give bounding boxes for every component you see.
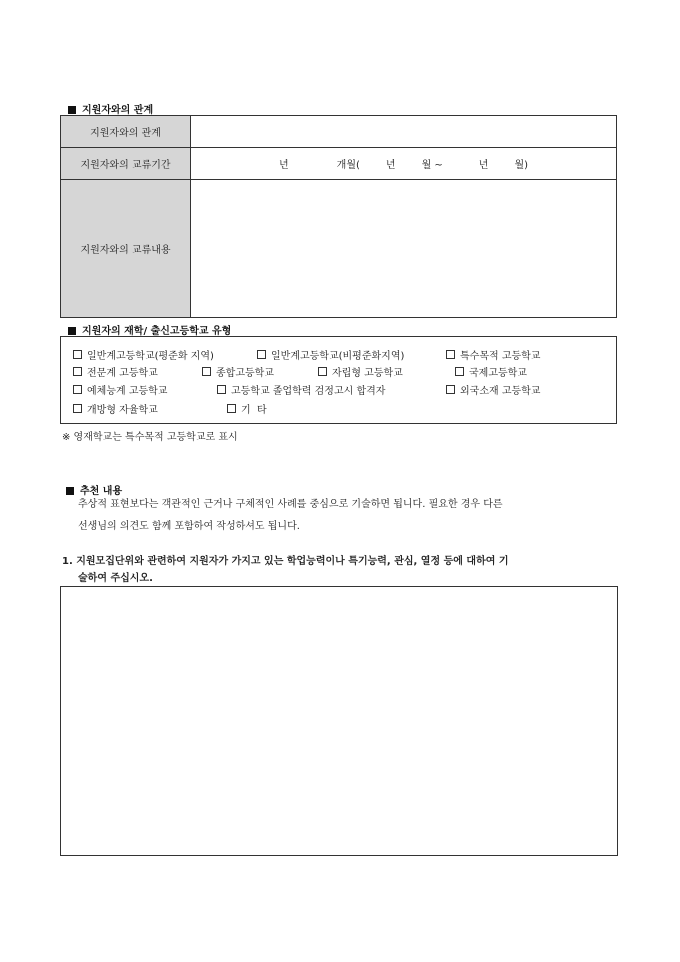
checkbox-icon[interactable]	[73, 350, 82, 359]
school-type-option[interactable]	[446, 382, 540, 397]
square-bullet-icon	[68, 327, 76, 335]
school-type-option[interactable]	[73, 364, 158, 379]
period-years-unit: 년	[278, 160, 289, 171]
question-1-line: 1. 지원모집단위와 관련하여 지원자가 가지고 있는 학업능력이나 특기능력, 관심, 열정 등에 대하여 기	[62, 556, 509, 567]
checkbox-icon[interactable]	[318, 367, 327, 376]
period-gap	[293, 156, 333, 171]
option-label: 일반계고등학교(평준화 지역)	[87, 351, 214, 362]
question-1	[62, 553, 612, 587]
checkbox-icon[interactable]	[73, 385, 82, 394]
option-label: 예체능계 고등학교	[87, 386, 168, 397]
option-label: 국제고등학교	[469, 368, 527, 379]
school-type-option[interactable]	[202, 364, 274, 379]
square-bullet-icon	[68, 106, 76, 114]
option-label: 고등학교 졸업학력 검정고시 합격자	[231, 386, 386, 397]
option-label: 자립형 고등학교	[332, 368, 403, 379]
option-label: 개방형 자율학교	[87, 405, 158, 416]
recommendation-title-text: 추천 내용	[80, 486, 123, 497]
school-type-option[interactable]	[217, 382, 385, 397]
checkbox-icon[interactable]	[227, 404, 236, 413]
school-type-option[interactable]	[318, 364, 403, 379]
period-end-year-unit: 년	[478, 160, 489, 171]
checkbox-icon[interactable]	[73, 367, 82, 376]
period-gap	[447, 156, 475, 171]
school-type-option[interactable]	[73, 401, 158, 416]
exchange-content-label: 지원자와의 교류내용	[61, 180, 191, 318]
table-row	[61, 180, 617, 318]
exchange-content-cell[interactable]	[191, 180, 617, 318]
period-start-year-unit: 년	[385, 160, 396, 171]
checkbox-icon[interactable]	[455, 367, 464, 376]
school-type-note: ※ 영재학교는 특수목적 고등학교로 표시	[62, 432, 238, 443]
square-bullet-icon	[66, 487, 74, 495]
description-line: 선생님의 의견도 함께 포함하여 작성하셔도 됩니다.	[78, 521, 300, 532]
school-type-option[interactable]	[73, 382, 167, 397]
relationship-section-title	[68, 101, 153, 116]
period-label: 지원자와의 교류기간	[61, 148, 191, 180]
checkbox-icon[interactable]	[446, 350, 455, 359]
school-type-option[interactable]	[257, 347, 404, 362]
option-label: 외국소재 고등학교	[460, 386, 541, 397]
checkbox-icon[interactable]	[202, 367, 211, 376]
question-1-answer-box[interactable]	[60, 586, 618, 856]
option-label: 기 타	[241, 405, 267, 416]
school-type-option[interactable]	[227, 401, 267, 416]
option-label: 종합고등학교	[216, 368, 274, 379]
period-end-month-unit: 월)	[514, 160, 529, 171]
checkbox-icon[interactable]	[446, 385, 455, 394]
table-row	[61, 148, 617, 180]
period-value-cell[interactable]	[191, 148, 617, 180]
period-fields	[191, 156, 616, 171]
school-type-box	[60, 336, 617, 424]
option-label: 전문계 고등학교	[87, 368, 158, 379]
relationship-title-text: 지원자와의 관계	[82, 105, 154, 116]
school-type-option[interactable]	[73, 347, 214, 362]
description-line: 추상적 표현보다는 객관적인 근거나 구체적인 사례를 중심으로 기술하면 됩니다. 필요한 경우 다른	[78, 499, 503, 510]
period-months-unit: 개월(	[336, 160, 360, 171]
option-label: 특수목적 고등학교	[460, 351, 541, 362]
school-type-option[interactable]	[455, 364, 527, 379]
period-gap	[364, 156, 382, 171]
school-type-option[interactable]	[446, 347, 540, 362]
checkbox-icon[interactable]	[217, 385, 226, 394]
checkbox-icon[interactable]	[73, 404, 82, 413]
checkbox-icon[interactable]	[257, 350, 266, 359]
option-label: 일반계고등학교(비평준화지역)	[271, 351, 405, 362]
school-type-title-text: 지원자의 재학/ 출신고등학교 유형	[82, 326, 232, 337]
table-row	[61, 116, 617, 148]
period-gap	[400, 156, 418, 171]
recommendation-description	[78, 494, 613, 538]
period-start-month-unit: 월 ~	[421, 160, 443, 171]
question-1-line: 술하여 주십시오.	[78, 573, 153, 584]
relationship-value-cell[interactable]	[191, 116, 617, 148]
relationship-label: 지원자와의 관계	[61, 116, 191, 148]
relationship-table	[60, 115, 617, 318]
school-type-section-title	[68, 322, 231, 337]
period-gap	[492, 156, 510, 171]
